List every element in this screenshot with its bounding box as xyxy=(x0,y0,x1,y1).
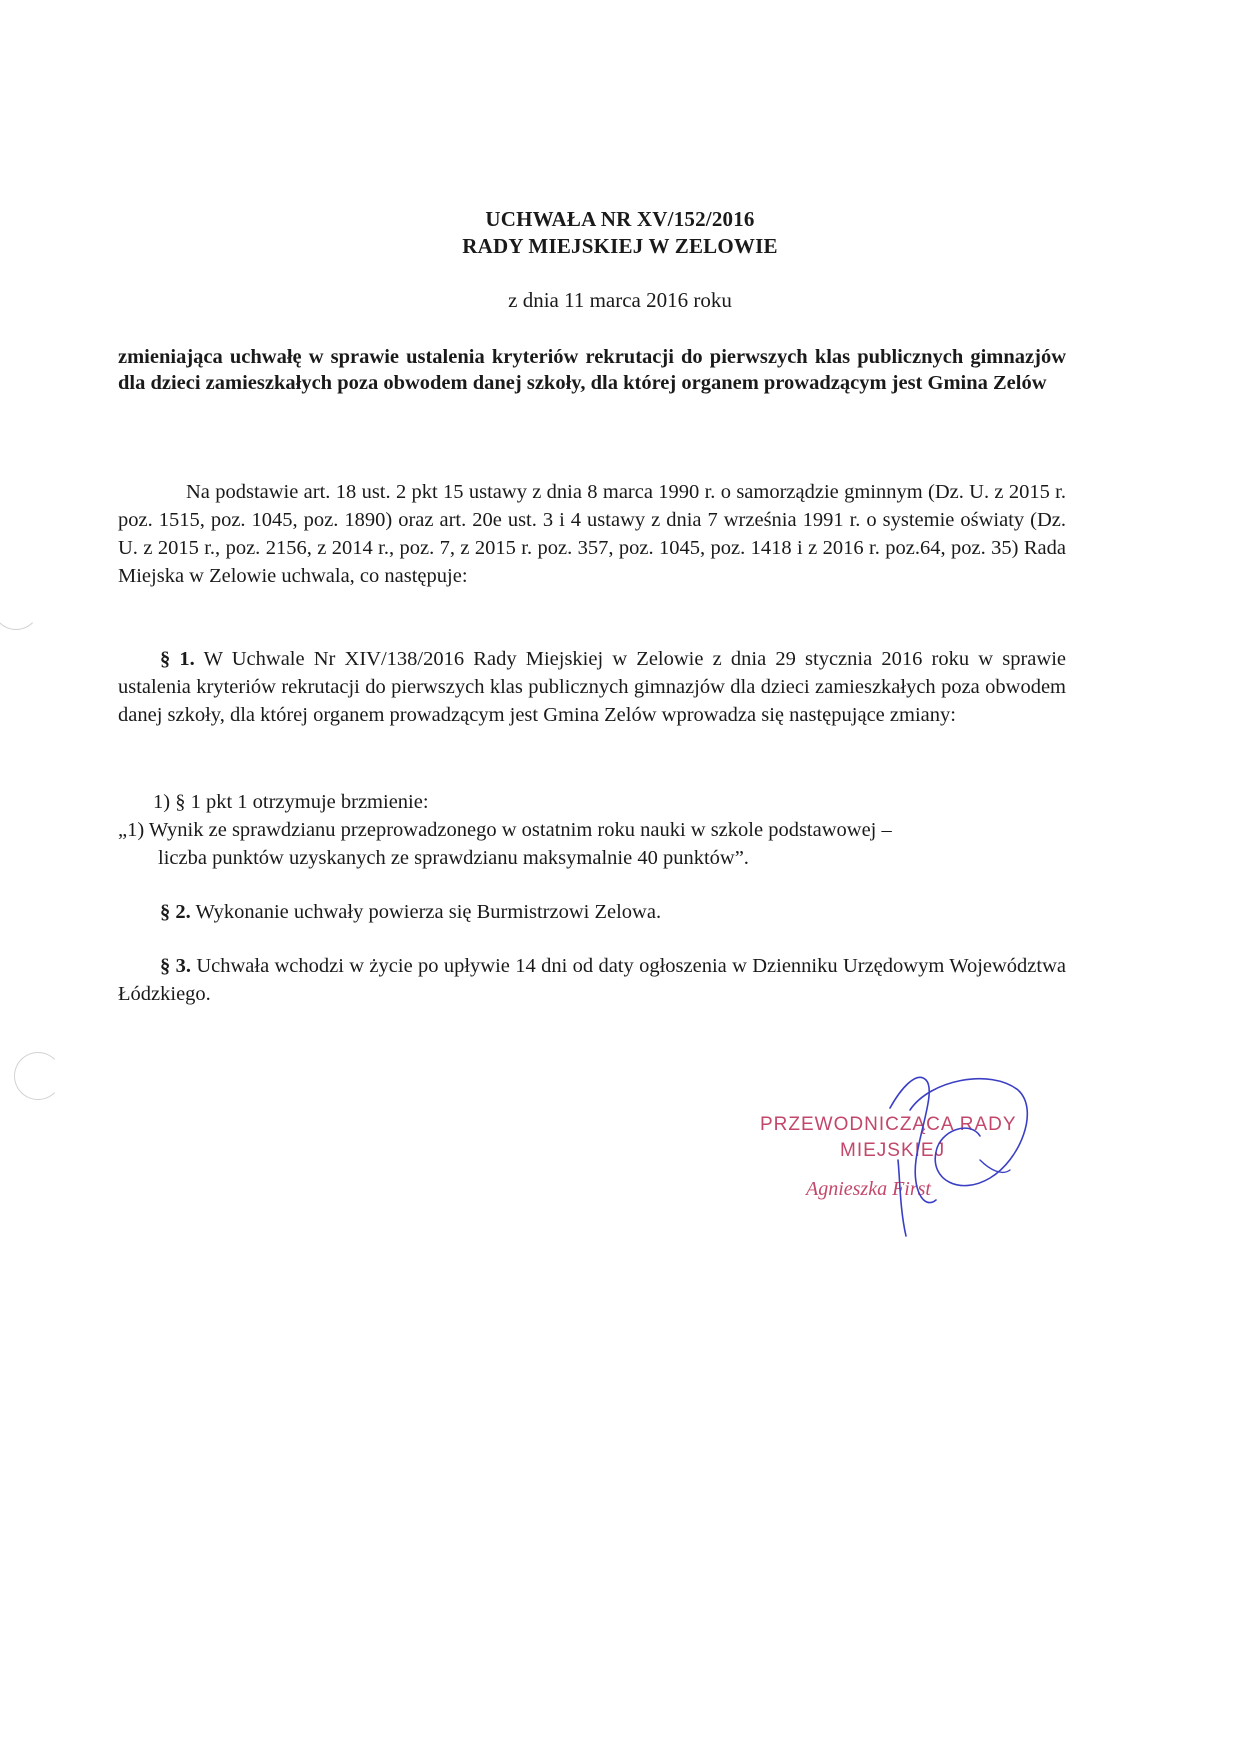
section-1-item-head: 1) § 1 pkt 1 otrzymuje brzmienie: xyxy=(153,791,429,813)
section-3-mark: § 3. xyxy=(160,955,191,977)
section-2-mark: § 2. xyxy=(160,901,191,923)
legal-basis-text: Na podstawie art. 18 ust. 2 pkt 15 ustawy z dnia 8 marca 1990 r. o samorządzie gminnym (Dz. U. z 2015 r. poz. 1515, poz. 1045, poz. 1890) oraz art. 20e ust. 3 i 4 ustawy z dnia 7 września 1991 r. o systemie oświaty (Dz. U. z 2015 r., poz. 2156, z 2014 r., poz. 7, z 2015 r. poz. 357, poz. 1045, poz. 1418 i z 2016 r. poz.64, poz. 35) Rada Miejska w Zelowie uchwala, co następuje: xyxy=(118,481,1066,587)
section-3-paragraph xyxy=(118,952,1066,1008)
title-line-1: UCHWAŁA NR XV/152/2016 xyxy=(485,207,755,231)
quote-line-1: „1) Wynik ze sprawdzianu przeprowadzonego w ostatnim roku nauki w szkole podstawowej – xyxy=(118,819,892,841)
quote-line-2: liczba punktów uzyskanych ze sprawdzianu maksymalnie 40 punktów”. xyxy=(158,847,749,869)
stamp-title-line-1: PRZEWODNICZĄCA RADY xyxy=(760,1114,1017,1135)
resolution-subject: zmieniająca uchwałę w sprawie ustalenia kryteriów rekrutacji do pierwszych klas publicznych gimnazjów dla dzieci zamieszkałych poza obwodem danej szkoły, dla której organem prowadzącym jest Gmina Zelów xyxy=(118,346,1066,394)
resolution-date: z dnia 11 marca 2016 roku xyxy=(508,288,732,312)
section-1-mark: § 1. xyxy=(160,648,195,670)
section-2-text: Wykonanie uchwały powierza się Burmistrzowi Zelowa. xyxy=(195,901,662,923)
section-2-paragraph xyxy=(160,898,661,926)
section-3-text: Uchwała wchodzi w życie po upływie 14 dni od daty ogłoszenia w Dzienniku Urzędowym Województwa Łódzkiego. xyxy=(118,955,1066,1005)
legal-basis-paragraph xyxy=(118,478,1066,590)
stamp-name: Agnieszka First xyxy=(806,1178,931,1200)
section-1-text: W Uchwale Nr XIV/138/2016 Rady Miejskiej w Zelowie z dnia 29 stycznia 2016 roku w sprawie ustalenia kryteriów rekrutacji do pierwszych klas publicznych gimnazjów dla dzieci zamieszkałych poza obwodem danej szkoły, dla której organem prowadzącym jest Gmina Zelów wprowadza się następujące zmiany: xyxy=(118,648,1066,726)
section-1-quote xyxy=(118,816,1068,872)
resolution-title xyxy=(0,206,1240,260)
chair-stamp xyxy=(740,1060,1060,1240)
title-line-2: RADY MIEJSKIEJ W ZELOWIE xyxy=(462,234,778,258)
punch-hole-mark xyxy=(14,1052,62,1100)
punch-hole-mark xyxy=(0,582,40,630)
section-1-paragraph xyxy=(118,645,1066,729)
stamp-title-line-2: MIEJSKIEJ xyxy=(840,1140,946,1161)
